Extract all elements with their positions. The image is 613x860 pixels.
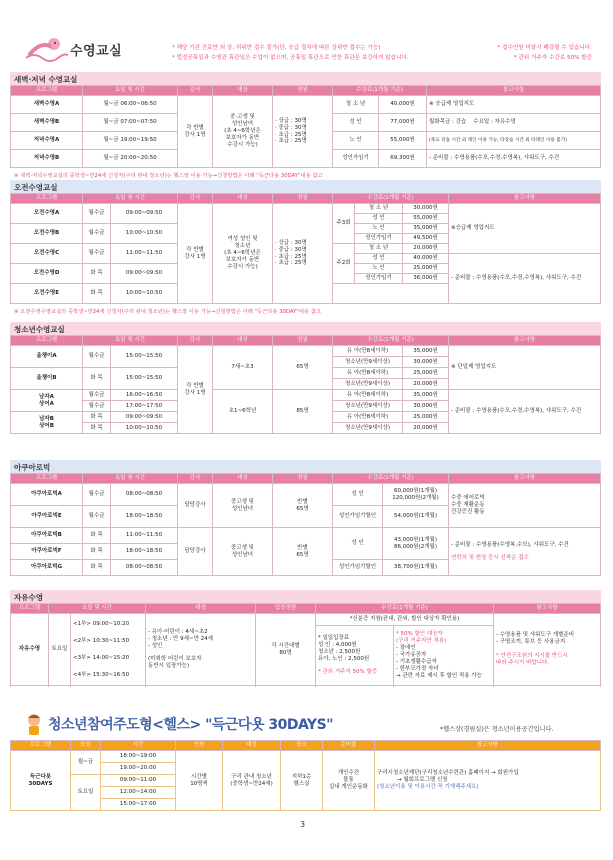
time: <4부> 15:30~16:50 xyxy=(73,671,130,678)
target: 여성 성인 및 청소년 (초 4~6학년은 보호자가 동반 수강시 가능) xyxy=(213,204,273,304)
reference: - 준비물 : 수영용품(수모,수경,수영복), 샤워도구, 수건 xyxy=(427,150,601,168)
days: 월수금 xyxy=(83,401,111,412)
col-header: 프로그램 xyxy=(11,604,49,614)
discount-line: - 장애인 xyxy=(396,645,416,652)
notice: * 법정공휴일과 수영관 휴관일은 수업이 없으며, 공휴일 휴관으로 인한 휴관은 보강하지 않습니다. xyxy=(172,55,409,61)
col-header: 대상 xyxy=(213,474,273,484)
discount-line: - 국가유공자 xyxy=(396,652,427,659)
teacher: 각 반별 강사 1명 xyxy=(178,346,213,434)
reference: - 수영용품 및 샤워도구 개별준비 xyxy=(496,632,575,639)
aquarobics-table xyxy=(10,473,601,576)
col-header: 프로그램 xyxy=(11,86,83,96)
days: 화 목 xyxy=(83,368,111,390)
time: 08:00~08:50 xyxy=(111,484,178,506)
col-header: 참고사항 xyxy=(427,86,601,96)
col-header: 요일 및 시간 xyxy=(83,194,178,204)
teacher: 각 반별 강사 1명 xyxy=(178,204,213,304)
days: 월수금 xyxy=(83,390,111,401)
col-header: 프로그램 xyxy=(11,194,83,204)
section-free-swim xyxy=(10,590,601,686)
col-header: 참고사항 xyxy=(375,741,601,751)
time: 10:00~10:50 xyxy=(111,284,178,304)
target: 구리 관내 청소년 (중학생~만24세) xyxy=(223,751,281,811)
col-header: 정원 xyxy=(273,194,333,204)
program-name: 아쿠아로빅G xyxy=(11,560,83,576)
program-name: 자유수영 xyxy=(11,614,49,686)
program-name: 오전수영B xyxy=(11,224,83,244)
col-header: 프로그램 xyxy=(11,474,83,484)
col-header: 시간 xyxy=(101,741,176,751)
days: 화 목 xyxy=(83,264,111,284)
fee-type: 청 소 년 xyxy=(355,204,403,214)
col-header: 요일 및 시간 xyxy=(49,604,146,614)
swimmer-icon xyxy=(24,34,68,64)
program-name: 남자A 상어A xyxy=(11,390,83,412)
reference: ※ 단일제 영업지도 xyxy=(449,346,601,390)
preparation: 개인수건 물통 실내 개인운동화 xyxy=(323,751,375,811)
time: 10:00~10:50 xyxy=(111,224,178,244)
discount-line: - 기초생활수급자 xyxy=(396,658,437,665)
fee-amount: 55,000원 xyxy=(403,214,449,224)
program-name: 아쿠아로빅A xyxy=(11,484,83,506)
time: 18:00~18:50 xyxy=(111,544,178,560)
col-header: 참고사항 xyxy=(494,604,601,614)
fee-type: 성 인 xyxy=(333,114,379,132)
reference: * 안전구조원의 지시를 반드시 xyxy=(496,652,568,659)
gym-table xyxy=(10,740,601,811)
fee-type: 성인가임기할인 xyxy=(333,560,383,576)
program-name: 저녁수영B xyxy=(11,150,83,168)
reference: - 준비물 : 수영용품(수모,수경,수영복), 샤워도구, 수건 xyxy=(449,254,601,304)
time: 09:00~09:50 xyxy=(111,264,178,284)
reference: - 준비물 : 수영용품(수영복,수모), 샤워도구, 수건 xyxy=(451,541,569,548)
days: 월수금 xyxy=(83,204,111,224)
youth-table xyxy=(10,335,601,434)
col-header: 인원 xyxy=(176,741,223,751)
target: 중·고생 및 성인남여 (초 4~6학년은 보호자가 동반 수강시 가능) xyxy=(213,96,273,168)
notice: * 해당 기관 진료반 외 상, 허위반 접수 불가(단, 승급 절차에 따른 상위반 접수는 가능) xyxy=(172,45,381,51)
col-header: 참고사항 xyxy=(449,474,601,484)
fee-amount: 120,000원(2개월) xyxy=(392,494,439,501)
schedule: 월~금 19:00~19:50 xyxy=(83,132,178,150)
days: 월수금 xyxy=(83,244,111,264)
fee-amount: 30,000원 xyxy=(403,357,449,368)
capacity: 반별 65명 xyxy=(273,484,333,528)
section-title: 청소년참여주도형<헬스> "득근다욧 30DAYS" xyxy=(48,717,333,733)
fee-amount: 25,000원 xyxy=(403,264,449,274)
col-header: 요일 및 시간 xyxy=(83,474,178,484)
page-title: 수영교실 xyxy=(70,43,123,59)
fee-type: 청소년(만9세이상) xyxy=(333,379,403,390)
time: 11:00~11:50 xyxy=(111,244,178,264)
target: - 유아·어린이 : 4세~초2 - 청소년 : 만 9세~만 24세 - 성인 (미취학 어린이 보호자 동반시 입장가능) xyxy=(146,614,256,686)
program-name: 새벽수영A xyxy=(11,96,83,114)
col-header: 대상 xyxy=(213,194,273,204)
reference: 수중 재활운동 xyxy=(451,502,485,509)
col-header: 대상 xyxy=(213,86,273,96)
reference: ※ 승급제 영업지도 xyxy=(427,96,601,114)
col-header: 대상 xyxy=(213,336,273,346)
time: 15:00~15:50 xyxy=(111,368,178,390)
col-header: 참고사항 xyxy=(449,336,601,346)
days: 월수금 xyxy=(83,484,111,506)
fee-type: 청 소 년 xyxy=(333,96,379,114)
fee-amount: 35,000원 xyxy=(403,224,449,234)
program-name: 아쿠아로빅E xyxy=(11,506,83,528)
gym-note: *헬스장(경림실)은 청소년이용공간입니다. xyxy=(440,726,554,733)
program-name: 올챙이A xyxy=(11,346,83,368)
reference: 건강증진 활동 xyxy=(451,508,485,515)
time: 12:00~14:00 xyxy=(101,787,176,799)
fee-note: *신분증 지참(관내, 관외, 할인 대상자 확인용) xyxy=(316,614,494,626)
fee-type: 노 인 xyxy=(355,264,403,274)
program-name: 오전수영E xyxy=(11,284,83,304)
section-morning xyxy=(10,180,601,318)
program-name: 남자B 상어B xyxy=(11,412,83,434)
fee-amount: 20,000원 xyxy=(403,244,449,254)
time: 10:00~10:50 xyxy=(111,423,178,434)
col-header: 요일 및 시간 xyxy=(83,86,178,96)
time: <2부> 10:30~11:50 xyxy=(73,637,130,644)
discount-line: * 50% 할인 대상자 xyxy=(396,631,443,638)
reference: - 구명조끼, 튜브 등 사용금지 xyxy=(496,639,566,646)
fee-amount: 35,000원 xyxy=(403,390,449,401)
section-title: 오전수영교실 xyxy=(10,180,601,193)
program-name: 저녁수영A xyxy=(11,132,83,150)
reference: (청소년이용 및 이용시간 꼭 기재해주세요) xyxy=(377,783,479,790)
fee-type: 성인가임기 xyxy=(355,274,403,284)
days: 화 목 xyxy=(83,412,111,423)
col-header: 수강료(1개월 기준) xyxy=(333,194,449,204)
program-name: 아쿠아로빅F xyxy=(11,544,83,560)
section-dawn-evening xyxy=(10,72,601,182)
col-header: 대상 xyxy=(146,604,256,614)
fee-amount: 38,700원(1개월) xyxy=(383,560,449,576)
days: 월수금 xyxy=(83,506,111,528)
reference: 따라 주시기 바랍니다. xyxy=(496,659,550,666)
col-header: 수강료(1개월 기준) xyxy=(333,474,449,484)
col-header: 강사 xyxy=(178,474,213,484)
program-name: 오전수영C xyxy=(11,244,83,264)
fee-line: * 관외 거주자 50% 할증 xyxy=(318,669,378,676)
reference: 수중 에어로빅 xyxy=(451,495,485,502)
days: 화 목 xyxy=(83,284,111,304)
days: 토요일 xyxy=(71,775,101,811)
reference: 수요일 : 자유수영 xyxy=(473,119,516,126)
page-number: 3 xyxy=(300,820,306,829)
fee-type: 유 아(만8세이하) xyxy=(333,390,403,401)
section-gym xyxy=(10,740,601,811)
fee-amount: 30,000원 xyxy=(403,204,449,214)
days: 월수금 xyxy=(83,346,111,368)
col-header: 정원 xyxy=(273,86,333,96)
days: 화 목 xyxy=(83,423,111,434)
morning-table xyxy=(10,193,601,304)
fee-amount: 25,000원 xyxy=(403,412,449,423)
section-title: 청소년수영교실 xyxy=(10,322,601,335)
time: 18:00~19:00 xyxy=(101,751,176,763)
fee-line: 성 인 : 4,000원 xyxy=(318,641,357,648)
col-header: 장소 xyxy=(281,741,323,751)
col-header: 준비물 xyxy=(323,741,375,751)
col-header: 강사 xyxy=(178,194,213,204)
fee-type: 성 인 xyxy=(333,528,383,560)
col-header: 수강료(1개월 기준) xyxy=(333,336,449,346)
discount-line: → 관련 자료 제시 후 할인 적용 가능 xyxy=(396,672,482,679)
discount-line: (구리 거주자만 적용) xyxy=(396,638,447,645)
reference: 구리시청소년재단(구리청소년수련관) 홈페이지 → 회원가입 xyxy=(377,770,519,777)
time: 11:00~11:50 xyxy=(111,528,178,544)
target: 중고생 및 성인남녀 xyxy=(213,484,273,528)
fee-type: 성 인 xyxy=(355,214,403,224)
days: 토요일 xyxy=(49,614,71,686)
fee-amount: 20,000원 xyxy=(403,379,449,390)
section-title: 새벽·저녁 수영교실 xyxy=(10,72,601,85)
section-footnote: ※ 오전수영수영교실의 중학생~만24세 신청자(구리 관내 청소년)는 헬스장 이용 가능→신청방법은 아래 "득근다욧 30DAY"내용 참고 xyxy=(14,309,321,315)
fee-type: 유 아(만8세이하) xyxy=(333,412,403,423)
teacher: 담당강사 xyxy=(178,528,213,576)
notice: * 접수인원 미달시 폐강될 수 있습니다. xyxy=(497,45,592,51)
fee-type: 청 소 년 xyxy=(355,244,403,254)
section-title: 아쿠아로빅 xyxy=(10,460,601,473)
fee-amount: 25,000원 xyxy=(403,368,449,379)
fee-amount: 40,000원 xyxy=(403,254,449,264)
time: 08:00~08:50 xyxy=(111,560,178,576)
section-aquarobics xyxy=(10,460,601,576)
col-header: 프로그램 xyxy=(11,741,71,751)
figure-icon xyxy=(20,712,48,736)
col-header: 정원 xyxy=(273,336,333,346)
capacity: 각 시간대별 80명 xyxy=(256,614,316,686)
fee-amount: 55,000원 xyxy=(379,132,427,150)
fee-amount: 36,000원 xyxy=(403,274,449,284)
program-name: 올챙이B xyxy=(11,368,83,390)
program-name: 오전수영D xyxy=(11,264,83,284)
section-footnote: ※ 새벽·저녁수영교실의 중학생~만24세 신청자(구리 관내 청소년)는 헬스장 이용 가능→신청방법은 아래 "득근다욧 30DAY"내용 참고 xyxy=(14,173,323,179)
frequency: 주2회 xyxy=(333,244,355,284)
fee-type: 성 인 xyxy=(333,484,383,506)
fee-amount: 54,000원(1개월) xyxy=(383,506,449,528)
days: 화 목 xyxy=(83,528,111,544)
fee-amount: 49,500원 xyxy=(403,234,449,244)
time: <3부> 14:00~15:20 xyxy=(73,654,130,661)
fee-type: 성인가임기 xyxy=(355,234,403,244)
section-youth xyxy=(10,322,601,434)
col-header: 대상 xyxy=(223,741,281,751)
fee-type: 성인가임기할인 xyxy=(333,506,383,528)
capacity: · 상급 : 30명 · 중급 : 30명 · 초급 : 25명 · 초급 : 25명 xyxy=(273,204,333,304)
time: 19:00~20:00 xyxy=(101,763,176,775)
time: 15:00~15:50 xyxy=(111,346,178,368)
program-name: 오전수영A xyxy=(11,204,83,224)
fee-line: * 일일입장료 xyxy=(318,634,350,641)
col-header: 요일 xyxy=(71,741,101,751)
capacity: 반별 65명 xyxy=(273,528,333,576)
time: 18:00~18:50 xyxy=(111,506,178,528)
dawn-evening-table xyxy=(10,85,601,168)
fee-amount: 35,000원 xyxy=(403,346,449,357)
fee-amount: 86,000원(2개월) xyxy=(394,543,437,550)
col-header: 강사 xyxy=(178,86,213,96)
col-header: 입장정원 xyxy=(256,604,316,614)
discount-line: - 한부모가정 자녀 xyxy=(396,665,439,672)
frequency: 주3회 xyxy=(333,204,355,244)
col-header: 강사 xyxy=(178,336,213,346)
time: 16:00~16:50 xyxy=(111,390,178,401)
fee-type: 성인가임기 xyxy=(333,150,379,168)
schedule: 월~금 20:00~20:50 xyxy=(83,150,178,168)
days: 화 목 xyxy=(83,544,111,560)
fee-amount: 69,300원 xyxy=(379,150,427,168)
fee-type: 청소년(만9세이상) xyxy=(333,357,403,368)
fee-amount: 43,000원(1개월) xyxy=(394,536,437,543)
fee-type: 유 아(만8세이하) xyxy=(333,368,403,379)
teacher: 각 반별 강사 1명 xyxy=(178,96,213,168)
time: 17:00~17:50 xyxy=(111,401,178,412)
days: 월수금 xyxy=(83,224,111,244)
fee-type: 청소년(만9세이상) xyxy=(333,423,403,434)
reference: (목요 강습 시간 외 레인 이용 가능, 타강습 시간 외 타레인 이용 불가) xyxy=(427,132,601,150)
notice: * 관외 거주자 수강료 50% 할증 xyxy=(513,55,592,61)
gym-title xyxy=(20,712,333,736)
fee-amount: 40,000원 xyxy=(379,96,427,114)
capacity: 65명 xyxy=(273,346,333,390)
fee-type: 노 인 xyxy=(355,224,403,234)
schedule: 월~금 07:00~07:50 xyxy=(83,114,178,132)
fee-type: 노 인 xyxy=(333,132,379,150)
capacity: · 상급 : 30명 · 중급 : 30명 · 초급 : 25명 · 초급 : 25명 xyxy=(273,96,333,168)
time: 15:00~17:00 xyxy=(101,799,176,811)
program-name: 득근다욧 30DAYS xyxy=(11,751,71,811)
fee-amount: 20,000원 xyxy=(403,423,449,434)
time: <1부> 09:00~10:20 xyxy=(73,620,130,627)
place: 지하1층 헬스실 xyxy=(281,751,323,811)
days: 화 목 xyxy=(83,560,111,576)
col-header: 정원 xyxy=(273,474,333,484)
fee-amount: 77,000원 xyxy=(379,114,427,132)
reference: ※승급제 영업지도 xyxy=(449,204,601,254)
time: 09:00~09:50 xyxy=(111,204,178,224)
free-swim-table xyxy=(10,603,601,686)
section-title: 자유수영 xyxy=(10,590,601,603)
time: 09:00~11:00 xyxy=(101,775,176,787)
fee-amount: 30,000원 xyxy=(403,401,449,412)
target: 중고생 및 성인남녀 xyxy=(213,528,273,576)
col-header: 프로그램 xyxy=(11,336,83,346)
days: 월~금 xyxy=(71,751,101,775)
teacher: 담당강사 xyxy=(178,484,213,528)
time: 09:00~09:50 xyxy=(111,412,178,423)
target: 7세~초3 xyxy=(213,346,273,390)
notice-list xyxy=(172,43,592,63)
reference: 연락처 및 현장 등시 선착순 접수 xyxy=(451,554,529,561)
program-name: 새벽수영B xyxy=(11,114,83,132)
program-name: 아쿠아로빅B xyxy=(11,528,83,544)
header xyxy=(24,34,122,64)
col-header: 참고사항 xyxy=(449,194,601,204)
reference: → 월회프로그램 신청 xyxy=(397,777,448,784)
fee-amount: 60,000원(1개월) xyxy=(394,487,437,494)
col-header: 수강료(1개월 기준) xyxy=(333,86,427,96)
fee-type: 청소년(만9세이상) xyxy=(333,401,403,412)
headcount: 시간별 10명씩 xyxy=(176,751,223,811)
col-header: 요일 및 시간 xyxy=(83,336,178,346)
reference: - 준비물 : 수영용품(수모,수경,수영복), 샤워도구, 수건 xyxy=(449,390,601,434)
col-header: 수강료(1개월 기준) xyxy=(316,604,494,614)
capacity: 85명 xyxy=(273,390,333,434)
reference: 월화목금 : 강습 xyxy=(429,119,467,126)
target: 초1~6학년 xyxy=(213,390,273,434)
fee-line: 유아, 노인 : 2,500원 xyxy=(318,655,370,662)
schedule: 월~금 06:00~06:50 xyxy=(83,96,178,114)
fee-type: 유 아(만8세이하) xyxy=(333,346,403,357)
fee-type: 성 인 xyxy=(355,254,403,264)
fee-line: 청소년 : 2,500원 xyxy=(318,648,361,655)
